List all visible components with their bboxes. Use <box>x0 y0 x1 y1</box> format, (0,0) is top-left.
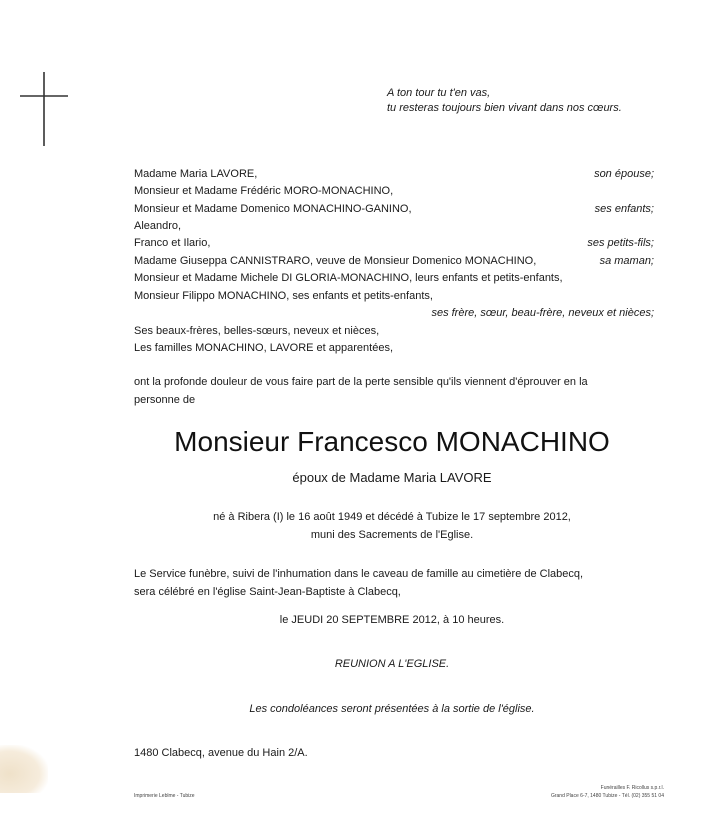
family-member: Monsieur et Madame Frédéric MORO-MONACHINO, <box>134 185 394 197</box>
deceased-name: Monsieur Francesco MONACHINO <box>174 426 610 457</box>
family-member: Madame Giuseppa CANNISTRARO, veuve de Monsieur Domenico MONACHINO, <box>134 255 537 267</box>
epigraph <box>387 86 622 116</box>
family-member: Madame Maria LAVORE, <box>134 168 258 180</box>
reunion-notice: REUNION A L'EGLISE. <box>334 658 450 670</box>
family-relation: sa maman; <box>599 255 654 267</box>
family-member: Ses beaux-frères, belles-sœurs, neveux et nièces, <box>134 325 380 337</box>
family-member: Monsieur Filippo MONACHINO, ses enfants et petits-enfants, <box>134 290 433 302</box>
funeral-home-address: Grand Place 6-7, 1480 Tubize - Tél. (02) 355 51 04 <box>550 793 664 799</box>
family-member: Aleandro, <box>134 220 182 232</box>
service-line: sera célébré en l'église Saint-Jean-Baptiste à Clabecq, <box>134 586 401 598</box>
home-address: 1480 Clabecq, avenue du Hain 2/A. <box>134 747 308 759</box>
epigraph-line: tu resteras toujours bien vivant dans nos cœurs. <box>387 102 622 114</box>
family-member: Franco et Ilario, <box>134 237 211 249</box>
family-relation: son épouse; <box>594 168 654 180</box>
funeral-home-name: Funérailles F. Ricollus s.p.r.l. <box>600 785 664 791</box>
family-relation: ses enfants; <box>594 203 654 215</box>
family-relation: ses petits-fils; <box>587 237 654 249</box>
family-member: Monsieur et Madame Domenico MONACHINO-GANINO, <box>134 203 412 215</box>
birth-death-line: né à Ribera (I) le 16 août 1949 et décédé à Tubize le 17 septembre 2012, <box>213 511 571 523</box>
family-relation: ses frère, sœur, beau-frère, neveux et nièces; <box>431 307 654 319</box>
family-member: Monsieur et Madame Michele DI GLORIA-MONACHINO, leurs enfants et petits-enfants, <box>134 272 563 284</box>
announcement-line: personne de <box>134 394 196 406</box>
service-date: le JEUDI 20 SEPTEMBRE 2012, à 10 heures. <box>279 614 505 626</box>
printer-credit: Imprimerie Leblme - Tubize <box>134 793 195 799</box>
condolences-notice: Les condoléances seront présentées à la sortie de l'église. <box>249 703 535 715</box>
service-line: Le Service funèbre, suivi de l'inhumation dans le caveau de famille au cimetière de Clabecq, <box>134 568 584 580</box>
announcement-line: ont la profonde douleur de vous faire part de la perte sensible qu'ils viennent d'éprouver en la <box>134 376 588 388</box>
epigraph-line: A ton tour tu t'en vas, <box>387 87 491 99</box>
family-member: Les familles MONACHINO, LAVORE et apparentées, <box>134 342 394 354</box>
paper-stain <box>0 745 48 793</box>
deceased-spouse: époux de Madame Maria LAVORE <box>292 470 492 485</box>
cross-icon <box>18 70 70 148</box>
sacraments-line: muni des Sacrements de l'Eglise. <box>310 529 474 541</box>
